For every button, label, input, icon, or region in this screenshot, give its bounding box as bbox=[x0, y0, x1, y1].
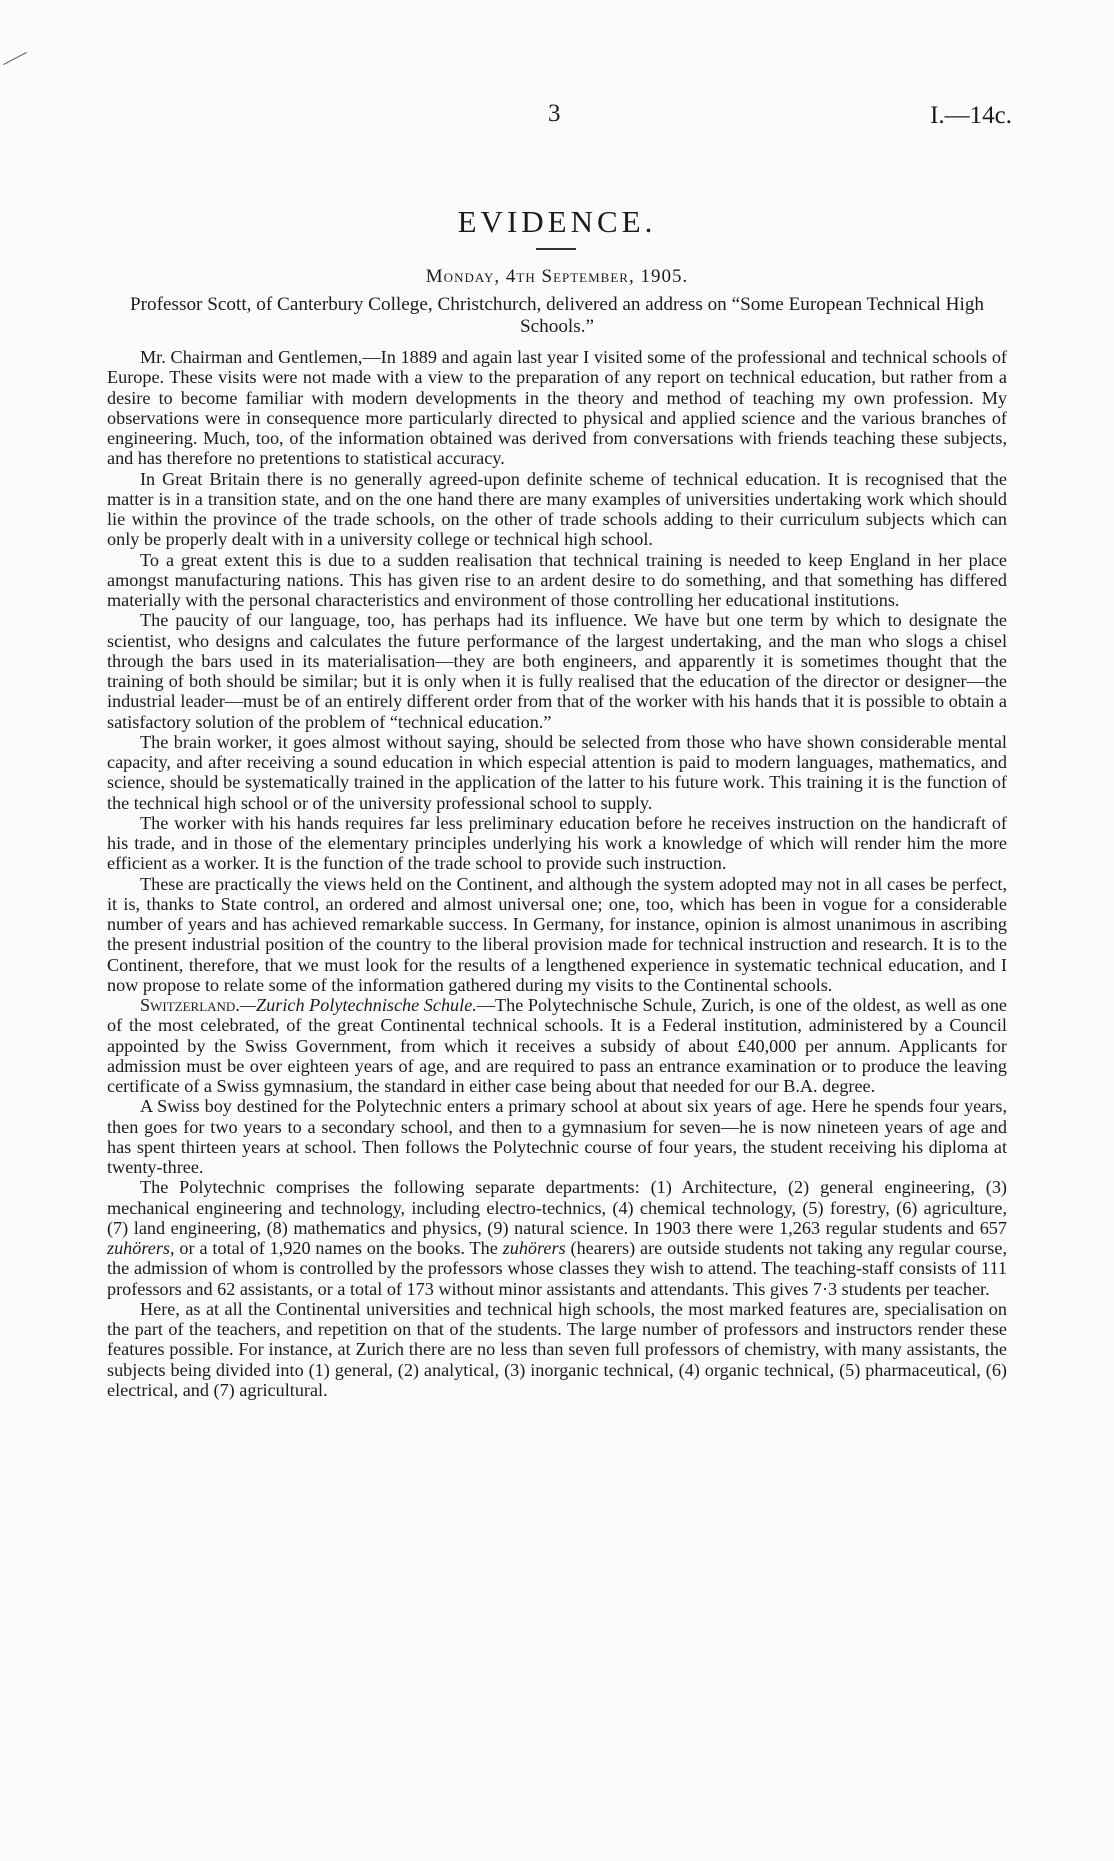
paragraph: A Swiss boy destined for the Polytechnic enters a primary school at about six years of age. Here he spends four years, then goes for two years to a secondary school, and then to a gymnasium for seven—he is now nineteen years of age and has spent thirteen years at school. Then follows the Polytechnic course of four years, the student receiving his diploma at twenty-three. bbox=[107, 1096, 1007, 1177]
paragraph-text: , or a total of 1,920 names on the books. The bbox=[170, 1238, 503, 1258]
section-text: —The Polytechnische Schule, Zurich, is one of the oldest, as well as one of the most celebrated, of the great Continental technical schools. It is a Federal institution, administered by a Council appointed by the Swiss Government, from which it receives a subsidy of about £40,000 per annum. Applicants for admission must be over eighteen years of age, and are required to pass an entrance examination or to produce the leaving certificate of a Swiss gymnasium, the standard in either case being about that needed for our B.A. degree. bbox=[107, 995, 1007, 1096]
intro-line: Professor Scott, of Canterbury College, Christchurch, delivered an address on “Some European Technical High Schools.” bbox=[129, 294, 985, 337]
italic-term: zuhörers bbox=[502, 1238, 566, 1258]
body-text bbox=[107, 347, 1007, 1400]
paragraph: The paucity of our language, too, has perhaps had its influence. We have but one term by which to designate the scientist, who designs and calculates the future performance of the largest undertaking, and the man who slogs a chisel through the bars used in its materialisation—they are both engineers, and apparently it is sometimes thought that the training of both should be similar; but it is only when it is fully realised that the education of the director or designer—the industrial leader—must be of an entirely different order from that of the worker with his hands that it is possible to obtain a satisfactory solution of the problem of “technical education.” bbox=[107, 610, 1007, 732]
paragraph: Here, as at all the Continental universities and technical high schools, the most marked features are, specialisation on the part of the teachers, and repetition on that of the students. The large number of professors and instructors render these features possible. For instance, at Zurich there are no less than seven full professors of chemistry, with many assistants, the subjects being divided into (1) general, (2) analytical, (3) inorganic technical, (4) organic technical, (5) pharmaceutical, (6) electrical, and (7) agricultural. bbox=[107, 1298, 1007, 1400]
paragraph: These are practically the views held on the Continent, and although the system adopted may not in all cases be perfect, it is, thanks to State control, an ordered and almost universal one; one, too, which has been in vogue for a considerable number of years and has achieved remarkable success. In Germany, for instance, opinion is almost unanimous in ascribing the present industrial position of the country to the liberal provision made for technical instruction and research. It is to the Continent, therefore, that we must look for the results of a lengthened experience in systematic technical education, and I now propose to relate some of the information gathered during my visits to the Continental schools. bbox=[107, 873, 1007, 995]
page-title: EVIDENCE. bbox=[457, 204, 657, 239]
switzerland-paragraph bbox=[107, 995, 1007, 1096]
paragraph-text: (hearers) are outside students not taking any regular course, the admission of whom is controlled by the professors whose classes they wish to attend. The teaching-staff consists of 111 professors and 62 assistants, or a total of 173 without minor assistants and attendants. This gives 7·3 students per teacher. bbox=[107, 1238, 1008, 1299]
session-date: Monday, 4th September, 1905. bbox=[425, 266, 689, 287]
section-label: Switzerland. bbox=[140, 995, 240, 1015]
paragraph: The worker with his hands requires far less preliminary education before he receives instruction on the handicraft of his trade, and in those of the elementary principles underlying his work a knowledge of which will render him the more efficient as a worker. It is the function of the trade school to provide such instruction. bbox=[107, 812, 1007, 874]
paragraph: The brain worker, it goes almost without saying, should be selected from those who have shown considerable mental capacity, and after receiving a sound education in which especial attention is paid to modern languages, mathematics, and science, should be systematically trained in the application of the latter to his future work. This training it is the function of the technical high school or of the university professional school to supply. bbox=[107, 731, 1007, 813]
title-divider bbox=[536, 248, 576, 250]
paragraph-text: The Polytechnic comprises the following separate departments: (1) Architecture, (2) general engineering, (3) mechanical engineering and technology, including electro-technics, (4) chemical technology, (5) forestry, (6) agriculture, (7) land engineering, (8) mathematics and physics, (9) natural science. In 1903 there were 1,263 regular students and 657 bbox=[107, 1177, 1007, 1238]
paragraph: To a great extent this is due to a sudden realisation that technical training is needed to keep England in her place amongst manufacturing nations. This has given rise to an ardent desire to do something, and that something has differed materially with the personal characteristics and environment of those controlling her educational institutions. bbox=[107, 549, 1007, 610]
italic-term: zuhörers bbox=[107, 1238, 170, 1258]
margin-mark bbox=[3, 52, 26, 65]
paragraph: Mr. Chairman and Gentlemen,—In 1889 and again last year I visited some of the professional and technical schools of Europe. These visits were not made with a view to the preparation of any report on technical education, but rather from a desire to become familiar with modern developments in the theory and method of teaching my own profession. My observations were in consequence more particularly directed to physical and applied science and the various branches of engineering. Much, too, of the information obtained was derived from conversations with friends teaching these subjects, and has therefore no pretentions to statistical accuracy. bbox=[107, 347, 1007, 469]
document-reference: I.—14c. bbox=[930, 102, 1012, 129]
polytechnic-paragraph bbox=[107, 1177, 1007, 1299]
page-number: 3 bbox=[548, 100, 561, 127]
section-heading: —Zurich Polytechnische Schule. bbox=[239, 995, 477, 1015]
paragraph: In Great Britain there is no generally agreed-upon definite scheme of technical education. It is recognised that the matter is in a transition state, and on the one hand there are many examples of universities undertaking work which should lie within the province of the trade schools, on the other of trade schools adding to their curriculum subjects which can only be properly dealt with in a university college or technical high school. bbox=[107, 468, 1007, 550]
